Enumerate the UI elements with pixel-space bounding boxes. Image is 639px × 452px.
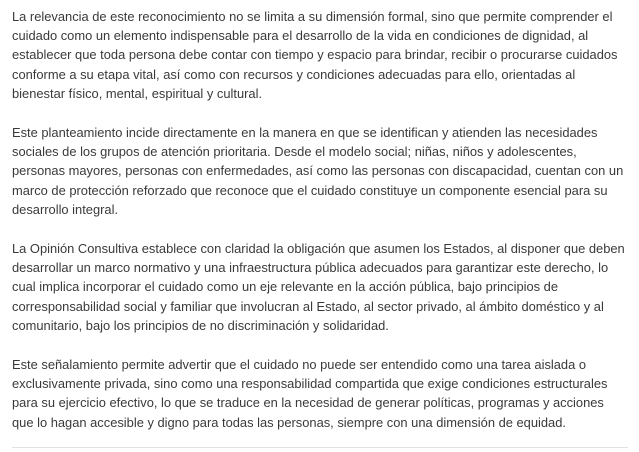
paragraph-1: La relevancia de este reconocimiento no se limita a su dimensión formal, sino que permite comprender el cuidado como un elemento indispensable para el desarrollo de la vida en condiciones de dignidad, al establecer que toda persona debe contar con tiempo y espacio para brindar, recibir o procurarse cuidados conforme a su etapa vital, así como con recursos y condiciones adecuadas para ello, orientadas al bienestar físico, mental, espiritual y cultural. (12, 9, 618, 101)
paragraph-3: La Opinión Consultiva establece con claridad la obligación que asumen los Estados, al disponer que deben desarrollar un marco normativo y una infraestructura pública adecuados para garantizar este derecho, lo cual implica incorporar el cuidado como un eje relevante en la acción pública, bajo principios de corresponsabilidad social y familiar que involucran al Estado, al sector privado, al ámbito doméstico y al comunitario, bajo los principios de no discriminación y solidaridad. (12, 241, 625, 333)
divider (12, 447, 628, 448)
article-body (12, 7, 628, 452)
paragraph-2: Este planteamiento incide directamente en la manera en que se identifican y atienden las necesidades sociales de los grupos de atención prioritaria. Desde el modelo social; niñas, niños y adolescentes, personas mayores, personas con enfermedades, así como las personas con discapacidad, cuentan con un marco de protección reforzado que reconoce que el cuidado constituye un componente esencial para su desarrollo integral. (12, 125, 624, 217)
paragraph-4: Este señalamiento permite advertir que el cuidado no puede ser entendido como una tarea aislada o exclusivamente privada, sino como una responsabilidad compartida que exige condiciones estructurales para su ejercicio efectivo, lo que se traduce en la necesidad de generar políticas, programas y acciones que lo hagan accesible y digno para todas las personas, siempre con una dimensión de equidad. (12, 357, 608, 430)
